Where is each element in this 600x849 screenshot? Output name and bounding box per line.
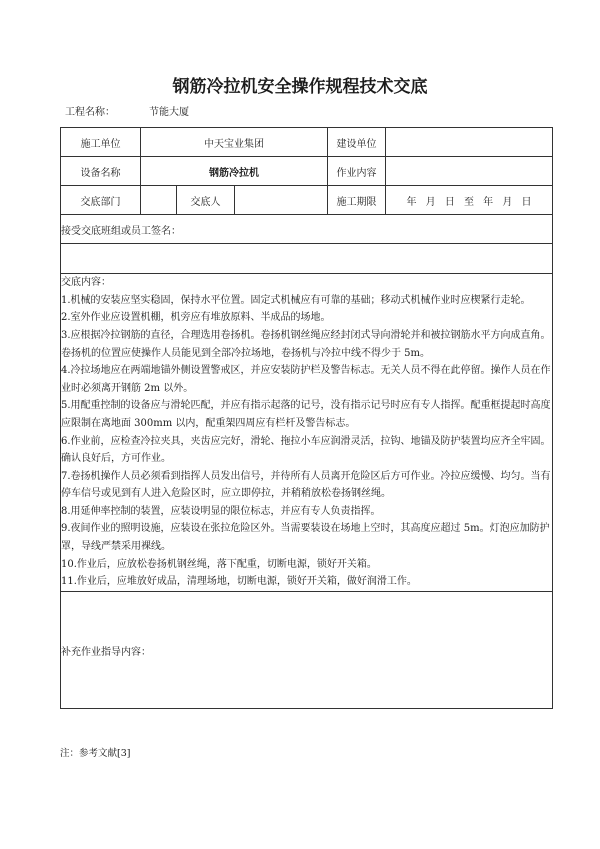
content-item-7: 7.卷扬机操作人员必须看到指挥人员发出信号，并待所有人员离开危险区后方可作业。冷拉应缓慢、均匀。当有停车信号或见到有人进入危险区时，应立即停拉，并稍稍放松卷扬钢丝绳。 [61,470,551,500]
project-name-value: 节能大厦 [149,107,189,118]
signature-area [61,244,553,274]
work-content-value [386,157,553,186]
content-item-10: 10.作业后，应放松卷扬机钢丝绳，落下配重，切断电源，锁好开关箱。 [61,558,377,570]
table-row [61,128,553,157]
document-title: 钢筋冷拉机安全操作规程技术交底 [172,77,428,97]
content-item-8: 8.用延伸率控制的装置，应装设明显的限位标志，并应有专人负责指挥。 [61,505,381,517]
signature-label: 接受交底班组或员工签名： [61,215,553,244]
supplement-section [61,592,553,709]
construction-unit-label: 施工单位 [61,128,141,157]
construction-period-label: 施工期限 [328,186,386,215]
content-item-9: 9.夜间作业的照明设施，应装设在张拉危险区外。当需要装设在场地上空时，其高度应超过 5m。灯泡应加防护罩，导线严禁采用裸线。 [61,523,550,553]
department-label: 交底部门 [61,186,141,215]
content-item-2: 2.室外作业应设置机棚，机旁应有堆放原料、半成品的场地。 [61,312,331,324]
equipment-name-value: 钢筋冷拉机 [141,157,328,186]
project-name-label: 工程名称： [65,107,115,118]
work-content-label: 作业内容 [328,157,386,186]
department-value [141,186,177,215]
table-row [61,186,553,215]
table-row [61,592,553,709]
construction-period-value: 年 月 日 至 年 月 日 [386,186,553,215]
table-row [61,157,553,186]
discloser-label: 交底人 [177,186,235,215]
content-item-6: 6.作业前，应检查冷拉夹具，夹齿应完好，滑轮、拖拉小车应润滑灵活，拉钩、地锚及防护装置均应齐全牢固。确认良好后，方可作业。 [61,435,551,465]
content-item-5: 5.用配重控制的设备应与滑轮匹配，并应有指示起落的记号，没有指示记号时应有专人指挥。配重框提起时高度应限制在离地面 300mm 以内，配重架四周应有栏杆及警告标志。 [61,400,551,429]
content-heading: 交底内容： [61,277,111,289]
disclosure-content [61,274,553,592]
table-row [61,215,553,244]
content-body [61,292,552,591]
client-unit-value [386,128,553,157]
footnote: 注：参考文献[3] [60,748,131,759]
table-row [61,244,553,274]
construction-unit-value: 中天宝业集团 [141,128,328,157]
table-row [61,274,553,592]
equipment-name-label: 设备名称 [61,157,141,186]
content-item-4: 4.冷拉场地应在两端地锚外侧设置警戒区，并应安装防护栏及警告标志。无关人员不得在此停留。操作人员在作业时必须离开钢筋 2m 以外。 [61,365,551,394]
project-name-line [65,103,189,118]
disclosure-table [60,127,553,709]
client-unit-label: 建设单位 [328,128,386,157]
discloser-value [235,186,328,215]
content-item-1: 1.机械的安装应坚实稳固，保持水平位置。固定式机械应有可靠的基础；移动式机械作业时应楔紧行走轮。 [61,294,531,306]
content-item-3: 3.应根据冷拉钢筋的直径，合理选用卷扬机。卷扬机钢丝绳应经封闭式导向滑轮并和被拉钢筋水平方向成直角。卷扬机的位置应使操作人员能见到全部冷拉场地，卷扬机与冷拉中线不得少于 5m。 [61,329,551,359]
supplement-label: 补充作业指导内容： [61,646,151,658]
content-item-11: 11.作业后，应堆放好成品，清理场地，切断电源，锁好开关箱，做好润滑工作。 [61,576,417,588]
